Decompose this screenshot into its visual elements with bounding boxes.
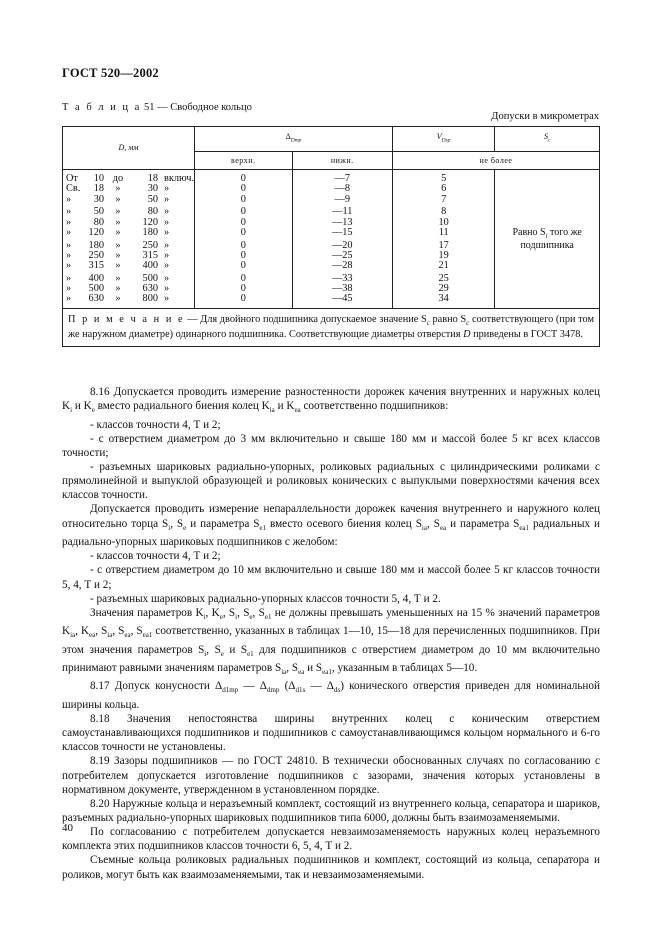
upper-value: 0: [240, 206, 246, 218]
v-value: 34: [438, 293, 449, 305]
lower-value: —33: [331, 272, 353, 284]
v-value: 6: [441, 183, 447, 195]
paragraph-agreement: По согласованию с потребителем допускается невзаимозаменяемость наружных колец неразъемного комплекта этих подшипников классов точности 6, 5, 4, Т и 2.: [62, 826, 600, 853]
v-value: 25: [438, 272, 449, 284]
v-value: 7: [441, 193, 447, 205]
v-value: 29: [438, 283, 449, 295]
upper-value: 0: [240, 226, 246, 238]
lower-value: —28: [331, 260, 353, 272]
header-d: D, мм: [63, 127, 195, 170]
table-body-row: [63, 170, 600, 309]
v-value: 8: [441, 206, 447, 218]
upper-value: 0: [240, 283, 246, 295]
header-s-c: $S_c$: [495, 127, 600, 152]
list-item: - с отверстием диаметром до 10 мм включительно и свыше 180 мм и массой более 5 кг классов точности 5, 4, Т и 2;: [62, 564, 600, 591]
lower-value: —20: [331, 239, 353, 251]
v-value: 10: [438, 216, 449, 228]
d-range-row: От 10 до 18 включ.: [66, 173, 195, 184]
table-caption-title: 51 — Свободное кольцо: [141, 102, 252, 113]
d-range-row: » 80 » 120 »: [66, 216, 170, 228]
lower-value: —15: [331, 226, 353, 238]
document-header: ГОСТ 520—2002: [62, 66, 159, 80]
d-range-row: » 630 » 800 »: [66, 293, 170, 305]
d-range-row: » 250 » 315 »: [66, 249, 170, 261]
list-item: - разъемных шариковых радиально-упорных классов точности 5, 4, Т и 2.: [90, 592, 441, 605]
units-note: Допуски в микрометрах: [491, 111, 599, 122]
header-upper: верхн.: [195, 152, 292, 170]
lower-value: —7: [334, 173, 350, 184]
d-range-row: » 500 » 630 »: [66, 283, 170, 295]
paragraph-8-19: 8.19 Зазоры подшипников — по ГОСТ 24810. В технически обоснованных случаях по согласованию с потребителем допускается изготовление подшипников с зазорами, значения которых установлены в нормативном документе, утвержденном в установленном порядке.: [62, 755, 600, 796]
table-note: П р и м е ч а н и е — Для двойного подшипника допускаемое значение $S_c$ равно $S_c$ соответствующего (при том же наружном диаметре) одинарного подшипника. Соответствующие диаметры отверстия D приведены в ГОСТ 3478.: [63, 308, 600, 346]
table-caption-prefix: Т а б л и ц а: [62, 102, 142, 113]
d-range-row: » 400 » 500 »: [66, 272, 170, 284]
lower-value: —8: [334, 183, 350, 195]
paragraph-8-18: 8.18 Значения непостоянства ширины внутренних колец с коническим отверстием самоустанавливающихся подшипников и подшипников с самоустанавливающимся кольцом нормального и 6-го классов точности не установлены.: [62, 712, 600, 754]
s-c-value-cell: Равно $S_i$ того же подшипника: [495, 170, 600, 309]
header-v-dsp: $V_{Dsp}$: [392, 127, 494, 152]
table-caption: [62, 102, 252, 113]
d-range-row: » 120 » 180 »: [66, 226, 170, 238]
upper-value: 0: [240, 239, 246, 251]
page-number: 40: [62, 822, 73, 834]
v-value: 5: [441, 173, 447, 184]
upper-deviation-column: [195, 170, 292, 309]
v-dsp-column: [392, 170, 494, 309]
tolerance-table: [62, 126, 600, 347]
v-value: 17: [438, 239, 449, 251]
lower-value: —11: [332, 206, 353, 218]
paragraph-parallelism: Допускается проводить измерение непараллельности дорожек качения внутреннего и наружного колец относительно торца $S_i$, $S_e$ и параметра $S_{e1}$ вместо осевого биения колец $S_{ia}$, $S_{ea}$ и параметра $S_{ea1}$ радиальных и радиально-упорных шариковых подшипников с желобом:: [62, 503, 600, 549]
paragraph-8-16: 8.16 Допускается проводить измерение разностенности дорожек качения внутренних и наружных колец $K_i$ и $K_e$ вместо радиального биения колец $K_{ia}$ и $K_{ea}$ соответственно подшипников:: [62, 386, 600, 415]
lower-value: —13: [331, 216, 353, 228]
lower-value: —45: [331, 293, 353, 305]
paragraph-removable-rings: Съемные кольца роликовых радиальных подшипников и комплект, состоящий из кольца, сепаратора и роликов, могут быть как взаимозаменяемыми, так и невзаимозаменяемыми.: [62, 854, 600, 881]
v-value: 21: [438, 260, 449, 272]
upper-value: 0: [240, 193, 246, 205]
list-item: - классов точности 4, Т и 2;: [90, 550, 221, 563]
upper-value: 0: [240, 293, 246, 305]
body-text: [62, 385, 600, 882]
list-item: - с отверстием диаметром до 3 мм включительно и свыше 180 мм и массой более 5 кг всех классов точности;: [62, 432, 600, 459]
list-item: - разъемных шариковых радиально-упорных, роликовых радиальных с цилиндрическими роликами с прямолинейной и выпуклой образующей и роликовых конических с выпуклыми поверхностями качения всех классов точности.: [62, 461, 600, 502]
paragraph-parameter-values: Значения параметров $K_i$, $K_e$, $S_i$, $S_e$, $S_{e1}$ не должны превышать уменьшенных на 15 % значений параметров $K_{ia}$, $K_{ea}$, $S_{ia}$, $S_{ea}$, $S_{ea1}$ соответственно, указанных в таблицах 1—10, 15—18 для перечисленных подшипников. При этом значения параметров $S_i$, $S_e$ и $S_{e1}$ для подшипников с отверстием диаметром до 10 мм включительно принимают равными значениям параметров $S_{ia}$, $S_{ea}$ и $S_{ea1}$, указанным в таблицах 5—10.: [62, 606, 600, 677]
lower-value: —25: [331, 249, 353, 261]
paragraph-8-17: 8.17 Допуск конусности $\Delta_{d1mp}$ — $\Delta_{dmp}$ ($\Delta_{d1s}$ — $\Delta_{ds}$) конического отверстия приведен для номинальной ширины кольца.: [62, 680, 600, 711]
header-no-more: не более: [392, 152, 599, 170]
upper-value: 0: [240, 183, 246, 195]
upper-value: 0: [240, 272, 246, 284]
lower-value: —9: [334, 193, 350, 205]
upper-value: 0: [240, 173, 246, 184]
header-delta-dmp: $\Delta_{Dmp}$: [195, 127, 393, 152]
d-range-row: Св. 18 » 30 »: [66, 183, 170, 195]
list-item: - классов точности 4, Т и 2;: [90, 418, 221, 431]
d-ranges-column: [63, 170, 195, 309]
lower-value: —38: [331, 283, 353, 295]
v-value: 11: [438, 226, 449, 238]
v-value: 19: [438, 249, 449, 261]
header-lower: нижн.: [292, 152, 392, 170]
lower-deviation-column: [292, 170, 392, 309]
d-range-row: » 315 » 400 »: [66, 260, 170, 272]
d-range-row: » 50 » 80 »: [66, 206, 170, 218]
upper-value: 0: [240, 260, 246, 272]
d-range-row: » 180 » 250 »: [66, 239, 170, 251]
paragraph-8-20: 8.20 Наружные кольца и неразъемный комплект, состоящий из внутреннего кольца, сепаратора и шариков, разъемных радиально-упорных шариковых подшипников типа 6000, должны быть взаимозаменяемыми.: [62, 797, 600, 825]
upper-value: 0: [240, 249, 246, 261]
upper-value: 0: [240, 216, 246, 228]
d-range-row: » 30 » 50 »: [66, 193, 170, 205]
